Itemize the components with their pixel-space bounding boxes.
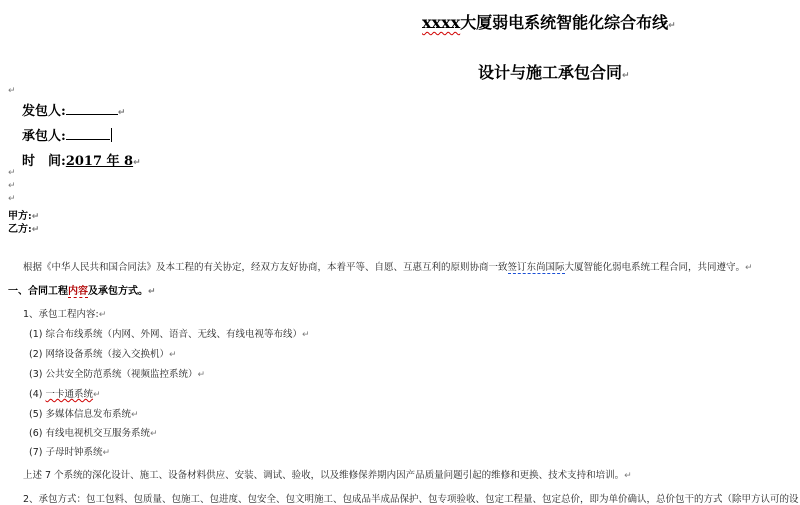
paragraph-mark-icon: ↵: [98, 310, 107, 320]
scope-item: [29, 444, 110, 458]
paragraph-mark-icon: ↵: [197, 370, 206, 380]
title-main: 大厦弱电系统智能化综合布线: [460, 13, 669, 32]
paragraph-mark-icon: ↵: [745, 263, 753, 273]
scope-item: [29, 386, 101, 400]
paragraph-mark-icon: ↵: [148, 287, 156, 297]
scope-item: [29, 346, 177, 360]
party-b-line: [8, 220, 39, 235]
paragraph-mark-icon: ↵: [133, 158, 141, 168]
section-1-before: 一、合同工程: [8, 286, 68, 297]
scope-item-num: (1): [29, 329, 43, 340]
intro-highlight: 签订东尚国际: [507, 262, 565, 273]
text-cursor: [111, 128, 112, 142]
scope-item: [29, 425, 158, 439]
time-line: [22, 150, 141, 169]
contract-mode: [23, 491, 799, 505]
party-b-label: 乙方:: [8, 224, 32, 235]
scope-heading-text: 1、承包工程内容:: [23, 309, 99, 320]
paragraph-mark-icon: ↵: [668, 21, 676, 31]
scope-item-num: (3): [29, 369, 43, 380]
scope-summary-text: 上述 7 个系统的深化设计、施工、设备材料供应、安装、调试、验收，以及维修保养期内因产品质量问题引起的维修和更换、技术支持和培训。: [23, 470, 625, 481]
employer-blank[interactable]: [66, 101, 118, 115]
scope-item-text: 子母时钟系统: [45, 447, 103, 458]
paragraph-mark-icon: ↵: [131, 410, 139, 420]
contractor-line: [22, 125, 112, 144]
paragraph-mark-icon: ↵: [150, 429, 158, 439]
scope-heading: [23, 306, 106, 320]
document-subtitle: [478, 60, 630, 83]
time-value: 2017 年 8: [65, 154, 134, 169]
subtitle-text: 设计与施工承包合同: [478, 63, 623, 82]
scope-item-num: (5): [29, 409, 43, 420]
scope-item-text: 多媒体信息发布系统: [45, 409, 132, 420]
paragraph-mark-icon: ↵: [8, 86, 16, 96]
scope-item-text: 公共安全防范系统（视频监控系统）: [45, 369, 198, 380]
scope-item-num: (7): [29, 447, 43, 458]
scope-item-text: 综合布线系统（内网、外网、语音、无线、有线电视等布线）: [45, 329, 303, 340]
section-1-heading: [8, 282, 156, 297]
paragraph-mark-icon: ↵: [302, 330, 310, 340]
paragraph-mark-icon: ↵: [93, 390, 101, 400]
scope-summary: [23, 467, 632, 481]
paragraph-mark-icon: ↵: [31, 225, 40, 235]
party-a-label: 甲方:: [8, 211, 32, 222]
scope-item: [29, 406, 139, 420]
paragraph-mark-icon: ↵: [8, 194, 16, 204]
contractor-blank[interactable]: [66, 126, 110, 140]
paragraph-mark-icon: ↵: [117, 108, 126, 118]
scope-item-num: (4): [29, 389, 43, 400]
scope-item-num: (6): [29, 428, 43, 439]
intro-text-after: 大厦智能化弱电系统工程合同，共同遵守。: [564, 262, 746, 273]
scope-item-text: 有线电视机交互服务系统: [45, 428, 151, 439]
contract-mode-text: 2、承包方式：包工包料、包质量、包施工、包进度、包安全、包文明施工、包成品半成品保护、包专项验收、包定工程量、包定总价，即为单价确认，总价包干的方式（除甲方认可的设: [23, 494, 799, 505]
employer-line: [22, 100, 125, 119]
scope-item-num: (2): [29, 349, 43, 360]
paragraph-mark-icon: ↵: [624, 471, 632, 481]
intro-paragraph: [23, 259, 753, 273]
paragraph-mark-icon: ↵: [31, 212, 40, 222]
time-label: 时 间:: [22, 154, 66, 169]
paragraph-mark-icon: ↵: [102, 448, 111, 458]
section-1-tracked: 内容: [68, 286, 88, 297]
contractor-label: 承包人:: [22, 129, 66, 144]
scope-item: [29, 366, 205, 380]
scope-item: [29, 326, 310, 340]
paragraph-mark-icon: ↵: [8, 168, 16, 178]
paragraph-mark-icon: ↵: [169, 350, 177, 360]
scope-item-text: 网络设备系统（接入交换机）: [45, 349, 170, 360]
title-prefix: xxxx: [422, 13, 461, 32]
document-title: [422, 10, 676, 33]
paragraph-mark-icon: ↵: [622, 71, 630, 81]
section-1-after: 及承包方式。: [88, 286, 148, 297]
intro-text-before: 根据《中华人民共和国合同法》及本工程的有关协定，经双方友好协商，本着平等、自愿、互惠互利的原则协商一致: [23, 262, 508, 273]
paragraph-mark-icon: ↵: [8, 181, 16, 191]
employer-label: 发包人:: [22, 104, 66, 119]
scope-item-text: 一卡通系统: [45, 389, 94, 400]
